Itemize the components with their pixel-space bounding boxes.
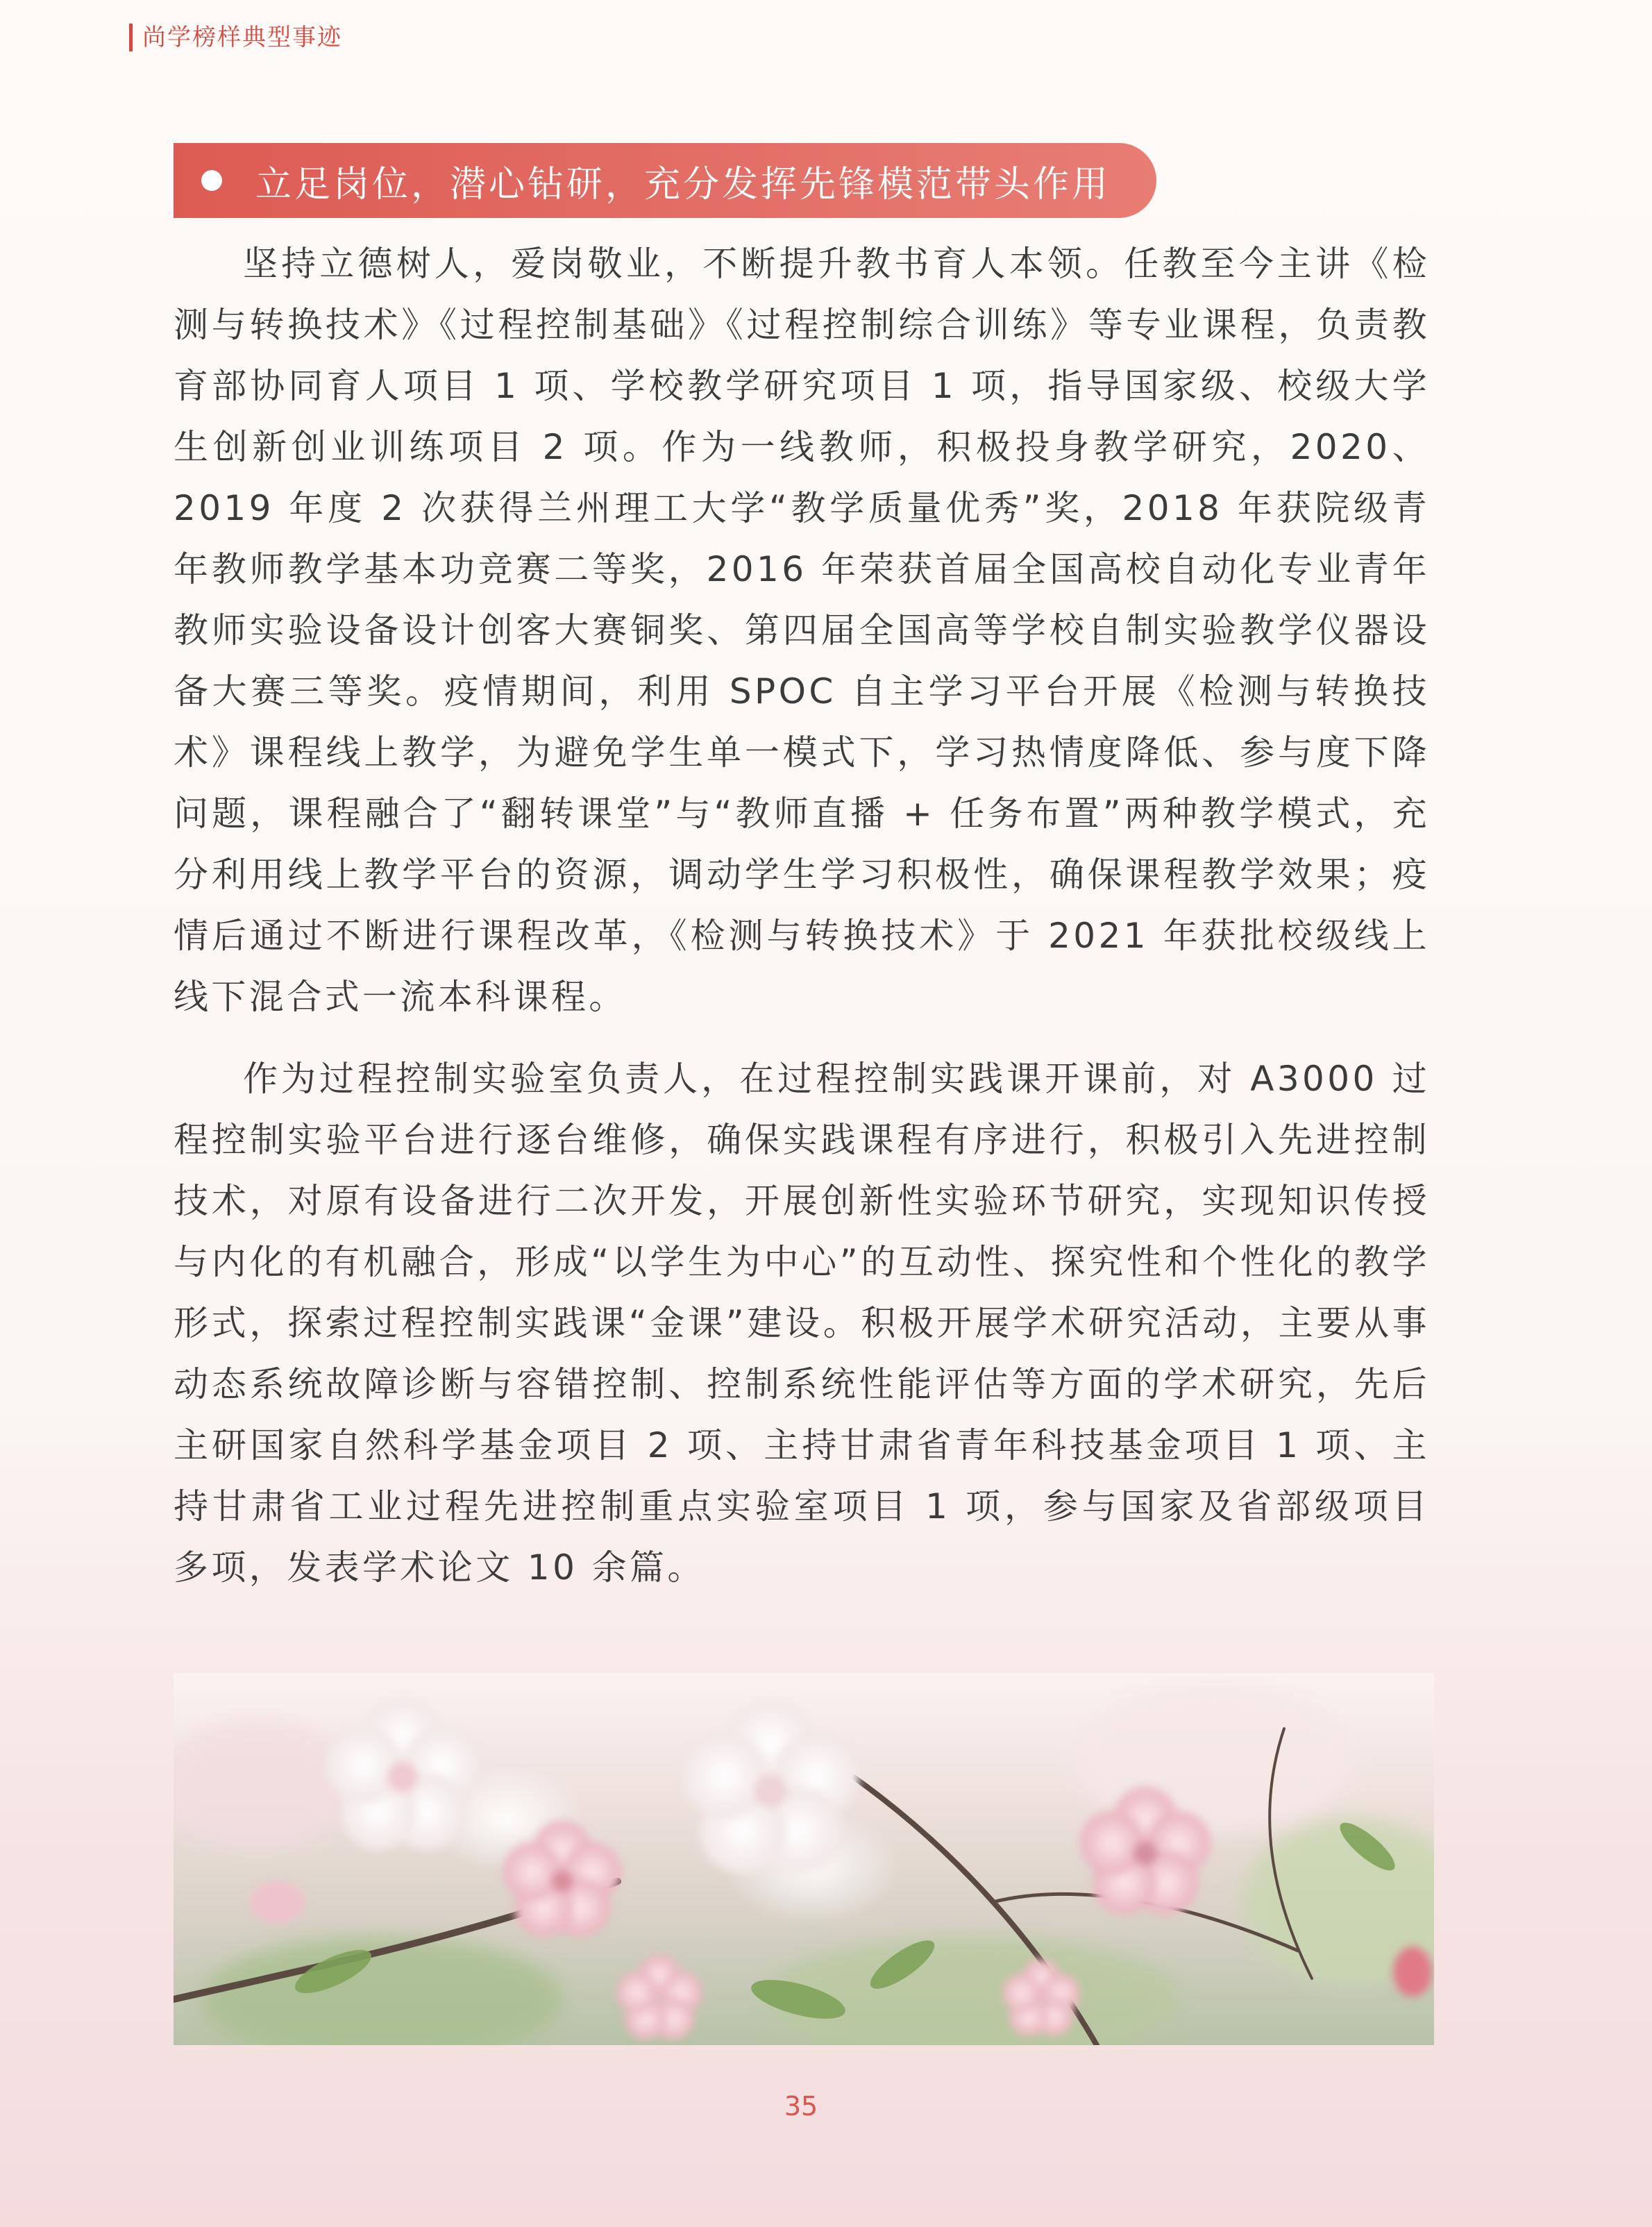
section-heading-banner [174, 143, 1156, 218]
bullet-dot-icon [201, 170, 222, 191]
paragraph-1-text: 坚持立德树人，爱岗敬业，不断提升教书育人本领。任教至今主讲《检测与转换技术》《过程控制基础》《过程控制综合训练》等专业课程，负责教育部协同育人项目 1 项、学校教学研究项目 1 项，指导国家级、校级大学生创新创业训练项目 2 项。作为一线教师，积极投身教学研究，2020、2019 年度 2 次获得兰州理工大学“教学质量优秀”奖，2018 年获院级青年教师教学基本功竞赛二等奖，2016 年荣获首届全国高校自动化专业青年教师实验设备设计创客大赛铜奖、第四届全国高等学校自制实验教学仪器设备大赛三等奖。疫情期间，利用 SPOC 自主学习平台开展《检测与转换技术》课程线上教学，为避免学生单一模式下，学习热情度降低、参与度下降问题，课程融合了“翻转课堂”与“教师直播 + 任务布置”两种教学模式，充分利用线上教学平台的资源，调动学生学习积极性，确保课程教学效果；疫情后通过不断进行课程改革，《检测与转换技术》于 2021 年获批校级线上线下混合式一流本科课程。 [174, 244, 1430, 1017]
paragraph-2-text: 作为过程控制实验室负责人，在过程控制实践课开课前，对 A3000 过程控制实验平台进行逐台维修，确保实践课程有序进行，积极引入先进控制技术，对原有设备进行二次开发，开展创新性实验环节研究，实现知识传授与内化的有机融合，形成“以学生为中心”的互动性、探究性和个性化的教学形式，探索过程控制实践课“金课”建设。积极开展学术研究活动，主要从事动态系统故障诊断与容错控制、控制系统性能评估等方面的学术研究，先后主研国家自然科学基金项目 2 项、主持甘肃省青年科技基金项目 1 项、主持甘肃省工业过程先进控制重点实验室项目 1 项，参与国家及省部级项目多项，发表学术论文 10 余篇。 [174, 1059, 1430, 1588]
body-paragraph-1 [174, 233, 1430, 1027]
running-header [129, 24, 342, 51]
section-heading: 立足岗位，潜心钻研，充分发挥先锋模范带头作用 [255, 163, 1111, 205]
header-title: 尚学榜样典型事迹 [142, 24, 342, 51]
body-paragraph-2 [174, 1048, 1430, 1598]
blossom-illustration [174, 1673, 1434, 2045]
page-number: 35 [784, 2091, 818, 2121]
blossom-photo [174, 1673, 1434, 2045]
